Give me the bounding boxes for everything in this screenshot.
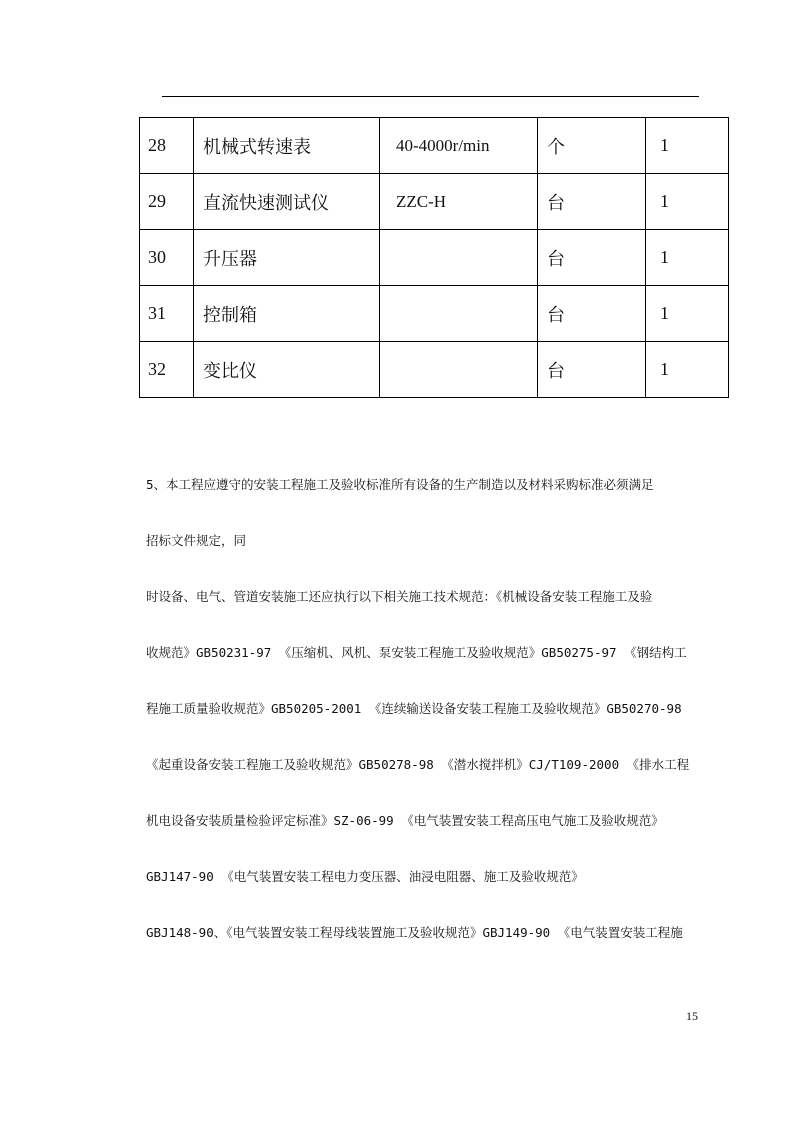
page-number: 15 [686, 1009, 698, 1023]
table-row [140, 230, 729, 286]
paragraph-line: 《起重设备安装工程施工及验收规范》GB50278-98 《潜水搅拌机》CJ/T109-2000 《排水工程 [146, 757, 690, 772]
equipment-name: 升压器 [194, 230, 380, 286]
paragraph-line: 时设备、电气、管道安装施工还应执行以下相关施工技术规范：《机械设备安装工程施工及验 [146, 589, 653, 604]
row-number: 31 [140, 286, 194, 342]
paragraph-line: 招标文件规定，同 [146, 533, 247, 548]
equipment-model: 40-4000r/min [380, 118, 538, 174]
paragraph-line: GBJ148-90、《电气装置安装工程母线装置施工及验收规范》GBJ149-90 《电气装置安装工程施 [146, 925, 683, 940]
equipment-name: 直流快速测试仪 [194, 174, 380, 230]
equipment-unit: 台 [538, 286, 646, 342]
row-number: 30 [140, 230, 194, 286]
paragraph-line: 收规范》GB50231-97 《压缩机、风机、泵安装工程施工及验收规范》GB50275-97 《钢结构工 [146, 645, 687, 660]
equipment-quantity: 1 [646, 230, 729, 286]
equipment-unit: 台 [538, 230, 646, 286]
equipment-unit: 台 [538, 342, 646, 398]
equipment-quantity: 1 [646, 118, 729, 174]
row-number: 29 [140, 174, 194, 230]
equipment-model: ZZC-H [380, 174, 538, 230]
row-number: 28 [140, 118, 194, 174]
table-row [140, 342, 729, 398]
equipment-model [380, 230, 538, 286]
paragraph-line: 5、本工程应遵守的安装工程施工及验收标准所有设备的生产制造以及材料采购标准必须满足 [146, 477, 654, 492]
paragraph-line: GBJ147-90 《电气装置安装工程电力变压器、油浸电阻器、施工及验收规范》 [146, 869, 584, 884]
equipment-model [380, 286, 538, 342]
table-row [140, 118, 729, 174]
table-row [140, 286, 729, 342]
equipment-quantity: 1 [646, 286, 729, 342]
equipment-quantity: 1 [646, 174, 729, 230]
equipment-name: 控制箱 [194, 286, 380, 342]
equipment-name: 变比仪 [194, 342, 380, 398]
equipment-unit: 个 [538, 118, 646, 174]
equipment-name: 机械式转速表 [194, 118, 380, 174]
equipment-table [139, 117, 729, 398]
equipment-unit: 台 [538, 174, 646, 230]
table-row [140, 174, 729, 230]
equipment-quantity: 1 [646, 342, 729, 398]
paragraph-line: 程施工质量验收规范》GB50205-2001 《连续输送设备安装工程施工及验收规范》GB50270-98 [146, 701, 682, 716]
paragraph-line: 机电设备安装质量检验评定标准》SZ-06-99 《电气装置安装工程高压电气施工及验收规范》 [146, 813, 664, 828]
header-rule [162, 96, 699, 97]
equipment-model [380, 342, 538, 398]
row-number: 32 [140, 342, 194, 398]
